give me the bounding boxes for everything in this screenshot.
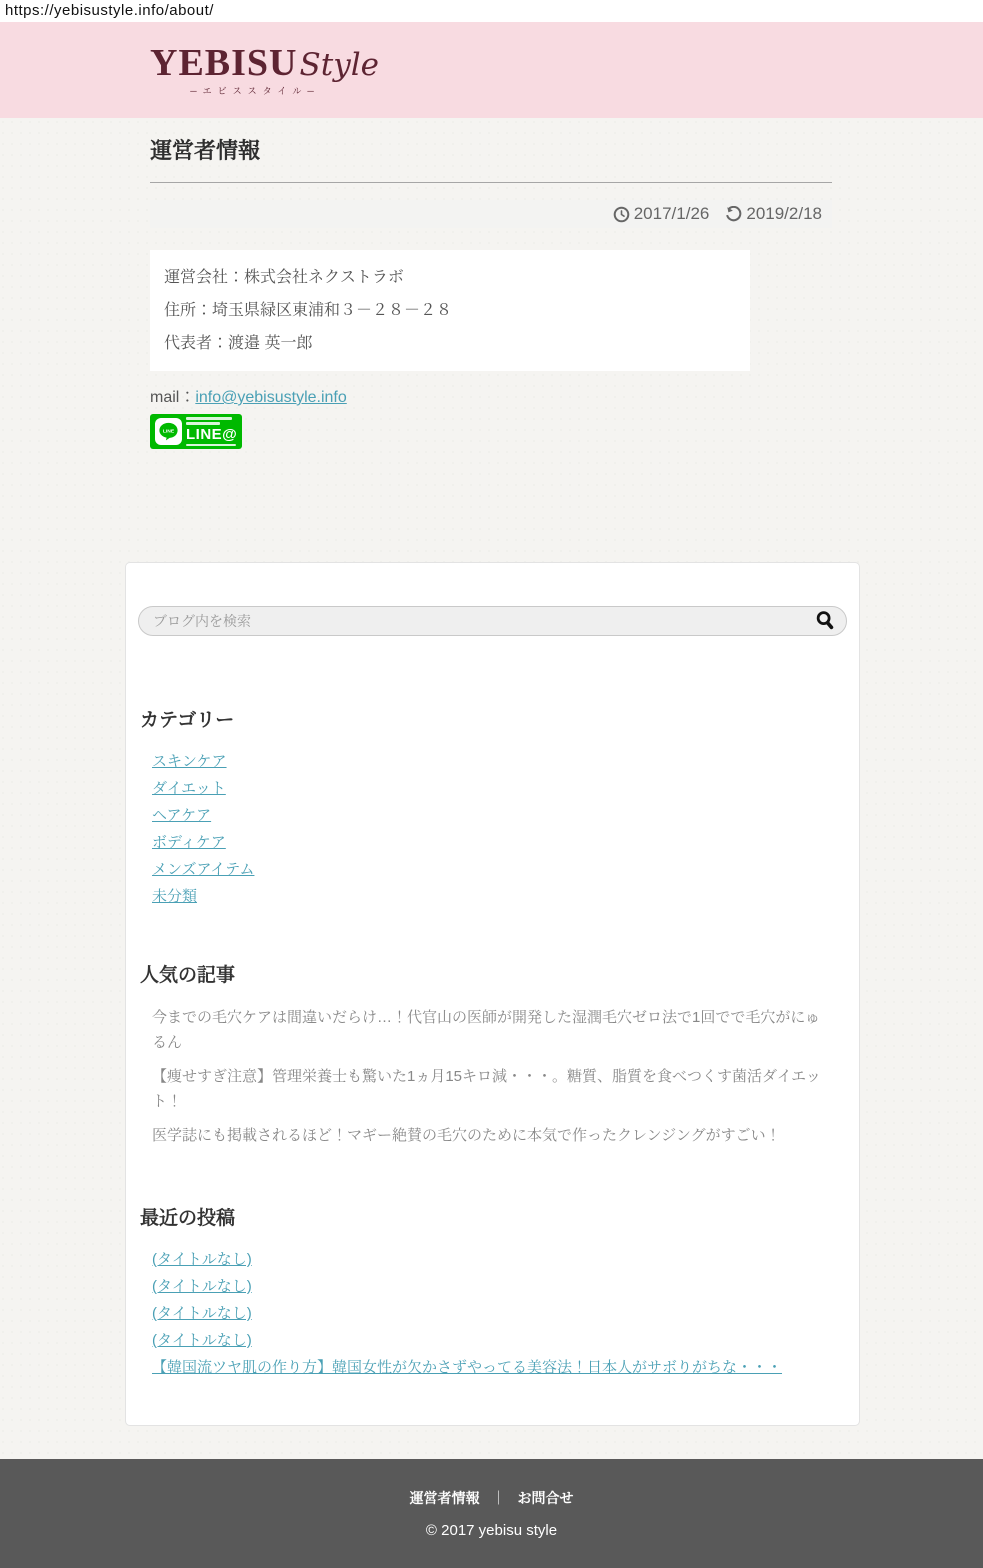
recent-post-item [152, 1273, 847, 1300]
svg-text:LINE: LINE [162, 428, 175, 435]
published-date: 2017/1/26 [613, 204, 710, 224]
recent-heading: 最近の投稿 [140, 1208, 236, 1229]
main-content [150, 118, 832, 449]
company-info-line: 住所：埼玉県緑区東浦和３－２８－２８ [164, 302, 453, 319]
line-badge-note-bottom [186, 444, 236, 446]
mail-link[interactable]: info@yebisustyle.info [195, 389, 347, 406]
mail-line [150, 384, 832, 407]
line-badge-text-block [186, 416, 237, 447]
search-box [138, 606, 847, 636]
copyright-text: © 2017 yebisu style [425, 1522, 558, 1539]
line-at-badge[interactable] [150, 414, 242, 449]
line-badge-note-top2 [186, 422, 220, 425]
recent-posts-list [152, 1246, 847, 1381]
category-item [152, 856, 847, 883]
recent-post-item [152, 1327, 847, 1354]
recent-post-link[interactable]: (タイトルなし) [152, 1278, 252, 1295]
line-badge-label: LINE@ [186, 426, 238, 443]
search-input[interactable] [138, 606, 847, 636]
category-link[interactable]: 未分類 [152, 888, 198, 905]
popular-article-link[interactable]: 【痩せすぎ注意】管理栄養士も驚いた1ヵ月15キロ減・・・。糖質、脂質を食べつくす菌活ダイエット！ [152, 1068, 821, 1110]
footer-link-contact[interactable]: お問合せ [517, 1490, 574, 1506]
categories-heading: カテゴリー [140, 710, 235, 731]
page-background [0, 118, 983, 1459]
category-link[interactable]: メンズアイテム [152, 861, 255, 878]
logo-subtitle: ─エビススタイル─ [190, 85, 320, 96]
category-item [152, 883, 847, 910]
updated-date: 2019/2/18 [725, 204, 822, 224]
search-icon [814, 619, 836, 634]
recent-post-item [152, 1354, 847, 1381]
recent-post-item [152, 1246, 847, 1273]
category-link[interactable]: ダイエット [152, 780, 226, 797]
company-info-line: 運営会社：株式会社ネクストラボ [164, 269, 404, 286]
clock-icon [613, 206, 630, 223]
category-link[interactable]: スキンケア [152, 753, 227, 770]
title-divider [150, 182, 832, 183]
company-info-line: 代表者：渡邉 英一郎 [164, 335, 313, 352]
logo-script-text: Style [299, 46, 379, 83]
footer-separator: ｜ [491, 1490, 506, 1506]
company-info-box [150, 250, 750, 371]
site-logo[interactable] [150, 41, 379, 97]
site-header [0, 22, 983, 118]
categories-list [152, 748, 847, 910]
site-footer [0, 1459, 983, 1568]
footer-link-about[interactable]: 運営者情報 [409, 1490, 480, 1506]
history-icon [725, 206, 742, 223]
line-badge-note-top [186, 417, 232, 420]
popular-list [152, 1005, 833, 1148]
recent-post-link[interactable]: (タイトルなし) [152, 1332, 252, 1349]
recent-post-link[interactable]: (タイトルなし) [152, 1251, 252, 1268]
popular-article-link[interactable]: 医学誌にも掲載されるほど！マギー絶賛の毛穴のために本気で作ったクレンジングがすごい！ [152, 1127, 781, 1144]
sidebar-widget-card [125, 562, 860, 1426]
post-meta-bar [150, 200, 832, 228]
popular-article-link[interactable]: 今までの毛穴ケアは間違いだらけ…！代官山の医師が開発した湿潤毛穴ゼロ法で1回でで毛穴がにゅるん [152, 1009, 821, 1051]
line-bubble-icon [155, 418, 182, 445]
recent-post-item [152, 1300, 847, 1327]
url-text: https://yebisustyle.info/about/ [0, 0, 983, 22]
category-item [152, 748, 847, 775]
popular-heading: 人気の記事 [140, 965, 236, 986]
category-item [152, 829, 847, 856]
category-link[interactable]: ボディケア [152, 834, 226, 851]
footer-nav [0, 1488, 983, 1508]
page-title: 運営者情報 [150, 138, 261, 163]
logo-main-text: YEBISU [150, 41, 298, 84]
mail-label: mail： [150, 389, 196, 406]
search-button[interactable] [813, 609, 837, 633]
recent-post-link[interactable]: 【韓国流ツヤ肌の作り方】韓国女性が欠かさずやってる美容法！日本人がサボりがちな・・・ [152, 1359, 783, 1376]
recent-post-link[interactable]: (タイトルなし) [152, 1305, 252, 1322]
category-item [152, 775, 847, 802]
category-item [152, 802, 847, 829]
category-link[interactable]: ヘアケア [152, 807, 212, 824]
